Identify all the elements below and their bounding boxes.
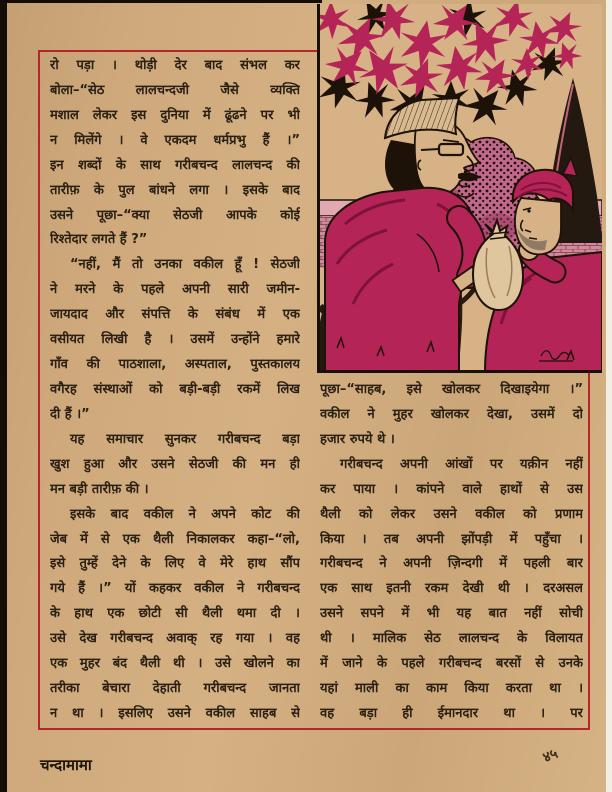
- text-line: हजार रुपये थे ।: [320, 431, 395, 447]
- text-line: रिश्तेदार लगते हैं ?”: [50, 232, 148, 248]
- scan-edge-left: [0, 0, 7, 792]
- text-line: वसीयत लिखी है । उसमें उन्होंने हमारे: [50, 332, 300, 348]
- text-line: तरीका बेचारा देहाती गरीबचन्द जानता: [50, 681, 300, 697]
- text-line: गाँव की पाठशाला, अस्पताल, पुस्तकालय: [50, 357, 300, 373]
- text-line: यहां माली का काम किया करता था ।: [320, 681, 583, 697]
- text-line: गरीबचन्द ने अपनी ज़िन्दगी में पहली बार: [320, 556, 583, 572]
- left-text-column: [50, 54, 300, 727]
- text-line: गये हैं ।” यों कहकर वकील ने गरीबचन्द: [50, 581, 300, 597]
- illustration-border-bottom: [317, 370, 602, 373]
- scan-edge-top: [0, 0, 322, 3]
- text-line: “नहीं, मैं तो उनका वकील हूँ ! सेठजी: [70, 257, 300, 273]
- text-line: जेब में से एक थैली निकालकर कहा–“लो,: [50, 531, 300, 547]
- text-line: वगैरह संस्थाओं को बड़ी-बड़ी रकमें लिख: [50, 381, 300, 397]
- text-line: न था । इसलिए उसने वकील साहब से: [50, 705, 300, 721]
- text-line: न मिलेंगे । वे एकदम धर्मप्रभु हैं ।”: [50, 132, 300, 148]
- story-illustration: [317, 4, 602, 373]
- text-line: वह बड़ा ही ईमानदार था । पर: [320, 705, 583, 721]
- text-line: के हाथ एक छोटी सी थैली थमा दी ।: [50, 606, 300, 622]
- text-line: में जाने के पहले गरीबचन्द बरसों से उनके: [320, 656, 583, 672]
- text-line: रो पड़ा । थोड़ी देर बाद संभल कर: [50, 58, 300, 73]
- magazine-title: चन्दामामा: [40, 756, 92, 774]
- illustration-border-left: [317, 4, 320, 373]
- text-line: पूछा–“साहब, इसे खोलकर दिखाइयेगा ।”: [320, 382, 583, 397]
- scan-edge-right: [606, 0, 612, 792]
- text-line: उसे देख गरीबचन्द अवाक् रह गया । वह: [50, 631, 300, 647]
- text-line: एक साथ इतनी रकम देखी थी । दरअसल: [320, 581, 583, 597]
- text-line: दी हैं ।”: [50, 406, 90, 422]
- text-line: कर पाया । कांपने वाले हाथों से उस: [320, 481, 583, 497]
- text-line: थैली को लेकर उसने वकील को प्रणाम: [320, 506, 583, 522]
- right-text-column: [320, 378, 583, 727]
- text-line: इसके बाद वकील ने अपने कोट की: [70, 506, 300, 522]
- text-line: मन बड़ी तारीफ़ की ।: [50, 481, 149, 497]
- text-line: बोला–“सेठ लालचन्दजी जैसे व्यक्ति: [50, 82, 300, 98]
- text-line: यह समाचार सुनकर गरीबचन्द बड़ा: [70, 431, 300, 447]
- text-line: मशाल लेकर इस दुनिया में ढूंढने पर भी: [50, 107, 300, 123]
- text-line: इसे तुम्हें देने के लिए वे मेरे हाथ सौंप: [50, 556, 300, 572]
- text-line: इन शब्दों के साथ गरीबचन्द लालचन्द की: [50, 157, 300, 173]
- page-number: ४५: [540, 745, 561, 767]
- text-line: थी । मालिक सेठ लालचन्द के विलायत: [320, 631, 583, 647]
- text-line: वकील ने मुहर खोलकर देखा, उसमें दो: [320, 406, 583, 422]
- text-line: उसने पूछा–“क्या सेठजी आपके कोई: [50, 207, 300, 223]
- text-line: खुश हुआ और उसने सेठजी की मन ही: [50, 456, 300, 472]
- text-line: जायदाद और संपत्ति के संबंध में एक: [50, 307, 300, 323]
- text-line: किया । तब अपनी झोंपड़ी में पहुँचा ।: [320, 531, 583, 547]
- text-line: गरीबचन्द अपनी आंखों पर यक़ीन नहीं: [340, 456, 583, 472]
- text-line: एक मुहर बंद थैली थी । उसे खोलने का: [50, 656, 300, 672]
- text-line: ने मरने के पहले अपनी सारी जमीन-: [50, 282, 300, 298]
- text-line: उसने सपने में भी यह बात नहीं सोची: [320, 606, 583, 622]
- text-line: तारीफ़ के पुल बांधने लगा । इसके बाद: [50, 182, 300, 198]
